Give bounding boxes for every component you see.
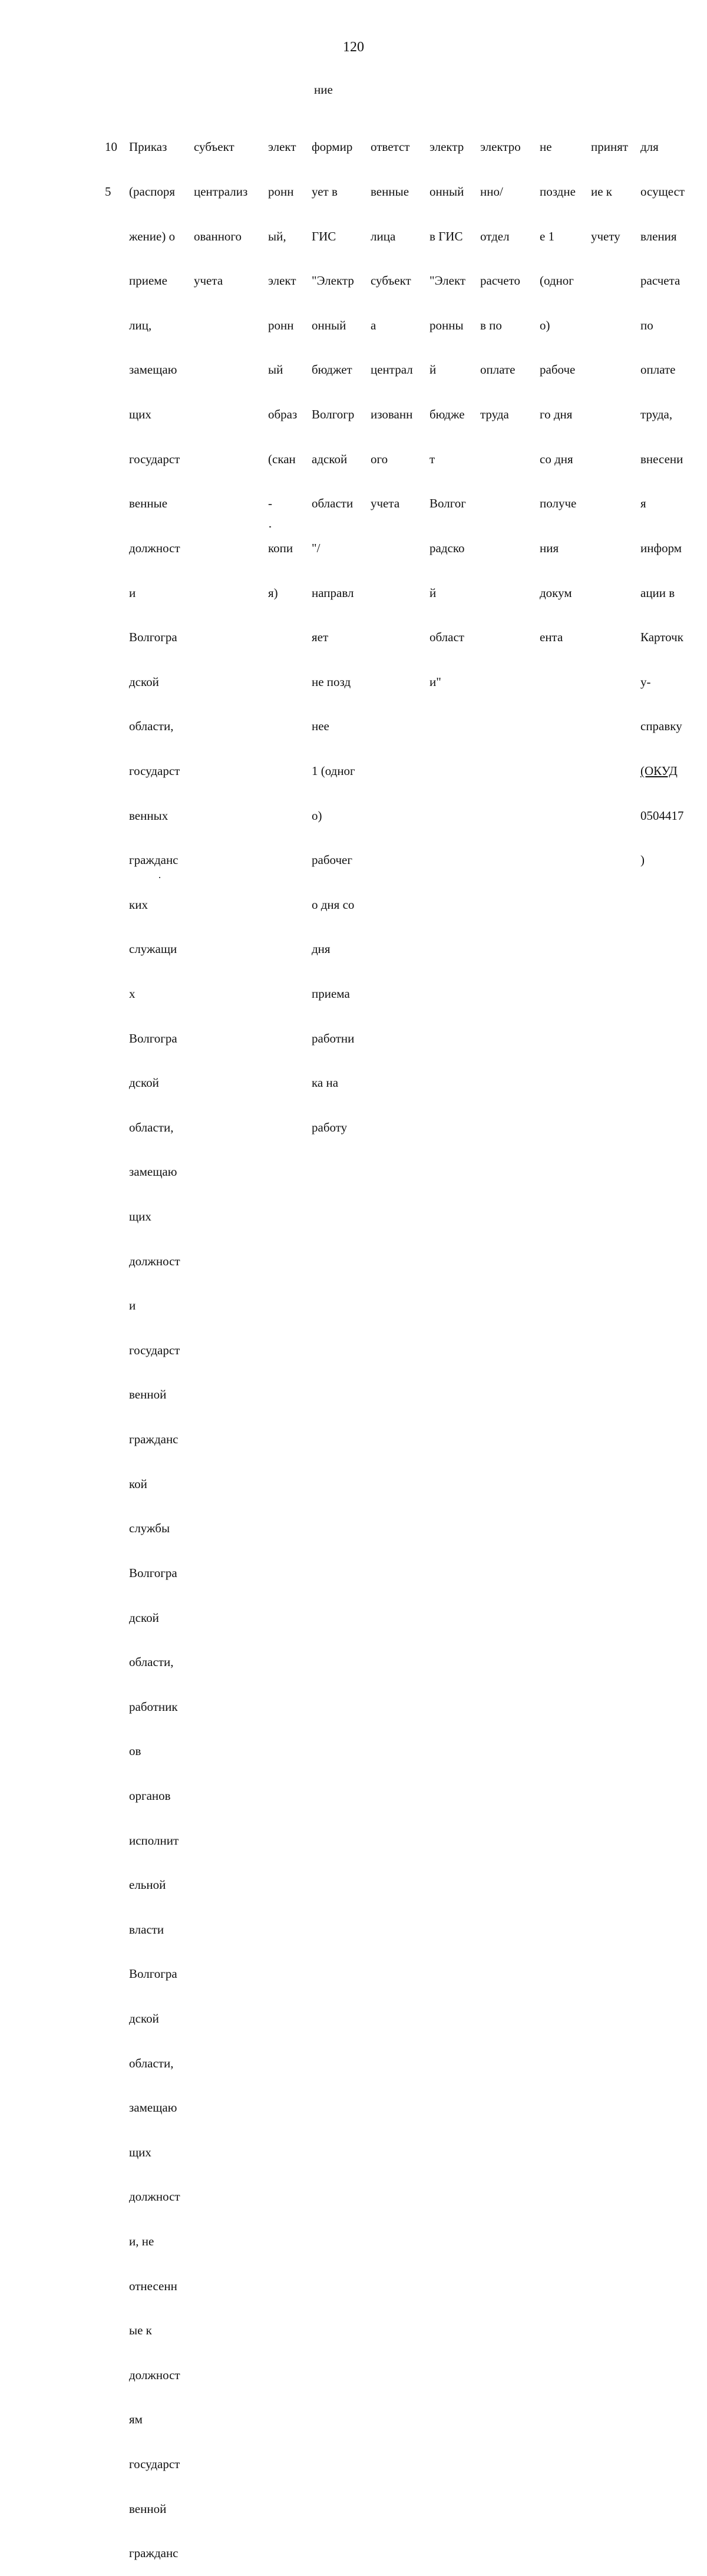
cell-line: лиц, bbox=[129, 318, 152, 332]
cell-line: (ОКУД bbox=[640, 763, 678, 778]
cell-line: должност bbox=[129, 1254, 180, 1268]
cell-line: а bbox=[371, 318, 376, 332]
cell-line: ронны bbox=[430, 318, 464, 332]
cell-line: элект bbox=[268, 140, 296, 154]
cell-line: направл bbox=[312, 585, 354, 600]
cell-line: бюджет bbox=[312, 362, 352, 377]
cell-line: приема bbox=[312, 986, 350, 1001]
cell-line: бюдже bbox=[430, 407, 465, 422]
cell-line: Волгогра bbox=[129, 630, 177, 645]
cell-line: централ bbox=[371, 362, 413, 377]
cell-line: о) bbox=[312, 808, 322, 823]
cell-line: (распоря bbox=[129, 184, 176, 199]
cell-line: ронн bbox=[268, 318, 294, 332]
cell-line: копи bbox=[268, 540, 293, 555]
cell-line: Приказ bbox=[129, 140, 167, 154]
cell-line: государст bbox=[129, 451, 180, 466]
cell-line: формир bbox=[312, 140, 353, 154]
cell-line: и bbox=[129, 1298, 136, 1313]
cell-line: щих bbox=[129, 407, 151, 422]
scan-speck bbox=[269, 526, 271, 527]
cell-line: труда bbox=[480, 407, 509, 422]
cell-line: нее bbox=[312, 719, 329, 734]
cell-line: труда, bbox=[640, 407, 673, 422]
cell-line: радско bbox=[430, 540, 465, 555]
cell-line: щих bbox=[129, 2145, 151, 2159]
cell-line: "Электр bbox=[312, 273, 354, 288]
recipient-cell bbox=[480, 110, 521, 437]
cell-line: работу bbox=[312, 1120, 348, 1134]
cell-line: гражданс bbox=[129, 853, 179, 868]
cell-line: я bbox=[640, 496, 646, 511]
cell-line: й bbox=[430, 585, 437, 600]
cell-line: дня bbox=[312, 942, 331, 956]
cell-line: исполнит bbox=[129, 1833, 179, 1848]
cell-line: ких bbox=[129, 897, 148, 912]
cell-line: го дня bbox=[540, 407, 573, 422]
cell-line: ого bbox=[371, 451, 388, 466]
cell-line: жение) о bbox=[129, 229, 176, 243]
cell-line: справку bbox=[640, 719, 682, 734]
cell-line: "Элект bbox=[430, 273, 466, 288]
cell-line: т bbox=[430, 451, 435, 466]
cell-line: образ bbox=[268, 407, 298, 422]
cell-line: адской bbox=[312, 451, 348, 466]
cell-line: рабочег bbox=[312, 853, 352, 868]
cell-line: государст bbox=[129, 1343, 180, 1357]
cell-line: информ bbox=[640, 540, 682, 555]
cell-line: ации в bbox=[640, 585, 675, 600]
scan-speck bbox=[159, 877, 160, 878]
cell-line: Карточк bbox=[640, 630, 683, 645]
cell-line: электр bbox=[430, 140, 464, 154]
cell-line: Волгогра bbox=[129, 1565, 177, 1580]
cell-line: службы bbox=[129, 1521, 170, 1536]
carry-over-text: ние bbox=[314, 83, 333, 97]
cell-line: служащи bbox=[129, 942, 177, 956]
cell-line: ронн bbox=[268, 184, 294, 199]
cell-line: нно/ bbox=[480, 184, 503, 199]
cell-line: ов bbox=[129, 1744, 141, 1759]
cell-line: ельной bbox=[129, 1878, 166, 1892]
cell-line: должност bbox=[129, 2367, 180, 2382]
cell-line: замещаю bbox=[129, 1165, 177, 1179]
cell-line: венной bbox=[129, 2501, 167, 2516]
document-name-cell bbox=[129, 110, 180, 2576]
cell-line: 5 bbox=[105, 184, 111, 199]
cell-line: для bbox=[640, 140, 659, 154]
cell-line: вления bbox=[640, 229, 677, 243]
cell-line: приеме bbox=[129, 273, 167, 288]
cell-line: элект bbox=[268, 273, 296, 288]
cell-line: и, не bbox=[129, 2234, 154, 2249]
cell-line: е 1 bbox=[540, 229, 555, 243]
cell-line: (одног bbox=[540, 273, 574, 288]
row-number-cell bbox=[105, 110, 117, 214]
cell-line: 10 bbox=[105, 140, 117, 154]
cell-line: со дня bbox=[540, 451, 573, 466]
cell-line: принят bbox=[591, 140, 629, 154]
cell-line: яет bbox=[312, 630, 329, 645]
cell-line: учета bbox=[194, 273, 223, 288]
cell-line: ка на bbox=[312, 1076, 339, 1090]
cell-line: и" bbox=[430, 674, 441, 689]
cell-line: оплате bbox=[640, 362, 676, 377]
cell-line: о дня со bbox=[312, 897, 355, 912]
cell-line: замещаю bbox=[129, 362, 177, 377]
cell-line: - bbox=[268, 496, 272, 511]
cell-line: должност bbox=[129, 2189, 180, 2204]
page-number: 120 bbox=[343, 39, 364, 55]
cell-line: ответст bbox=[371, 140, 410, 154]
cell-line: централиз bbox=[194, 184, 248, 199]
form-cell bbox=[268, 110, 297, 615]
cell-line: работни bbox=[312, 1031, 355, 1045]
cell-line: 0504417 bbox=[640, 808, 684, 823]
cell-line: кой bbox=[129, 1476, 147, 1491]
cell-line: ния bbox=[540, 540, 559, 555]
cell-line: х bbox=[129, 986, 136, 1001]
cell-line: не позд bbox=[312, 674, 351, 689]
cell-line: гражданс bbox=[129, 1432, 179, 1447]
cell-line: учету bbox=[591, 229, 620, 243]
cell-line: субъект bbox=[194, 140, 234, 154]
cell-line: ям bbox=[129, 2412, 143, 2427]
cell-line: области, bbox=[129, 1655, 174, 1670]
cell-line: ый, bbox=[268, 229, 286, 243]
cell-line: ента bbox=[540, 630, 563, 645]
cell-line: области, bbox=[129, 719, 174, 734]
cell-line: внесени bbox=[640, 451, 683, 466]
cell-line: получе bbox=[540, 496, 577, 511]
cell-line: ует в bbox=[312, 184, 338, 199]
cell-line: не bbox=[540, 140, 552, 154]
cell-line: венные bbox=[371, 184, 409, 199]
cell-line: изованн bbox=[371, 407, 413, 422]
cell-line: учета bbox=[371, 496, 400, 511]
cell-line: в по bbox=[480, 318, 502, 332]
cell-line: й bbox=[430, 362, 437, 377]
cell-line: оплате bbox=[480, 362, 516, 377]
cell-line: гражданс bbox=[129, 2546, 179, 2561]
cell-line: области bbox=[312, 496, 353, 511]
cell-line: дской bbox=[129, 1610, 159, 1625]
cell-line: Волгог bbox=[430, 496, 466, 511]
cell-line: ые к bbox=[129, 2323, 152, 2338]
cell-line: щих bbox=[129, 1209, 151, 1224]
cell-line: онный bbox=[430, 184, 464, 199]
cell-line: должност bbox=[129, 540, 180, 555]
cell-line: в ГИС bbox=[430, 229, 463, 243]
cell-line: венные bbox=[129, 496, 168, 511]
cell-line: государст bbox=[129, 2457, 180, 2472]
cell-line: дской bbox=[129, 1076, 159, 1090]
cell-line: област bbox=[430, 630, 464, 645]
cell-line: Волгогра bbox=[129, 1967, 177, 1981]
cell-line: расчета bbox=[640, 273, 680, 288]
cell-line: онный bbox=[312, 318, 346, 332]
purpose-cell bbox=[640, 110, 685, 883]
cell-line: лица bbox=[371, 229, 396, 243]
deadline-cell bbox=[540, 110, 576, 660]
cell-line: и bbox=[129, 585, 136, 600]
cell-line: ие к bbox=[591, 184, 613, 199]
action-cell bbox=[591, 110, 628, 259]
cell-line: венных bbox=[129, 808, 169, 823]
cell-line: области, bbox=[129, 2056, 174, 2070]
cell-line: венной bbox=[129, 1387, 167, 1402]
cell-line: 1 (одног bbox=[312, 763, 355, 778]
cell-line: ) bbox=[640, 853, 645, 868]
cell-line: я) bbox=[268, 585, 278, 600]
cell-line: отнесенн bbox=[129, 2278, 177, 2293]
cell-line: по bbox=[640, 318, 653, 332]
procedure-cell bbox=[312, 110, 355, 1150]
cell-line: поздне bbox=[540, 184, 576, 199]
creator-cell bbox=[194, 110, 247, 304]
cell-line: ый bbox=[268, 362, 283, 377]
cell-line: замещаю bbox=[129, 2100, 177, 2115]
cell-line: ованного bbox=[194, 229, 242, 243]
cell-line: дской bbox=[129, 2011, 159, 2026]
cell-line: Волгогр bbox=[312, 407, 355, 422]
cell-line: Волгогра bbox=[129, 1031, 177, 1045]
cell-line: работник bbox=[129, 1699, 178, 1714]
cell-line: докум bbox=[540, 585, 572, 600]
cell-line: о) bbox=[540, 318, 550, 332]
cell-line: отдел bbox=[480, 229, 510, 243]
cell-line: власти bbox=[129, 1922, 164, 1937]
transfer-method-cell bbox=[430, 110, 466, 704]
cell-line: расчето bbox=[480, 273, 521, 288]
cell-line: государст bbox=[129, 763, 180, 778]
cell-line: дской bbox=[129, 674, 159, 689]
cell-line: области, bbox=[129, 1120, 174, 1134]
cell-line: "/ bbox=[312, 540, 321, 555]
cell-line: осущест bbox=[640, 184, 685, 199]
cell-line: ГИС bbox=[312, 229, 336, 243]
cell-line: электро bbox=[480, 140, 521, 154]
responsible-cell bbox=[371, 110, 413, 526]
cell-line: у- bbox=[640, 674, 651, 689]
cell-line: органов bbox=[129, 1788, 171, 1803]
cell-line: субъект bbox=[371, 273, 411, 288]
cell-line: (скан bbox=[268, 451, 296, 466]
cell-line: рабоче bbox=[540, 362, 576, 377]
